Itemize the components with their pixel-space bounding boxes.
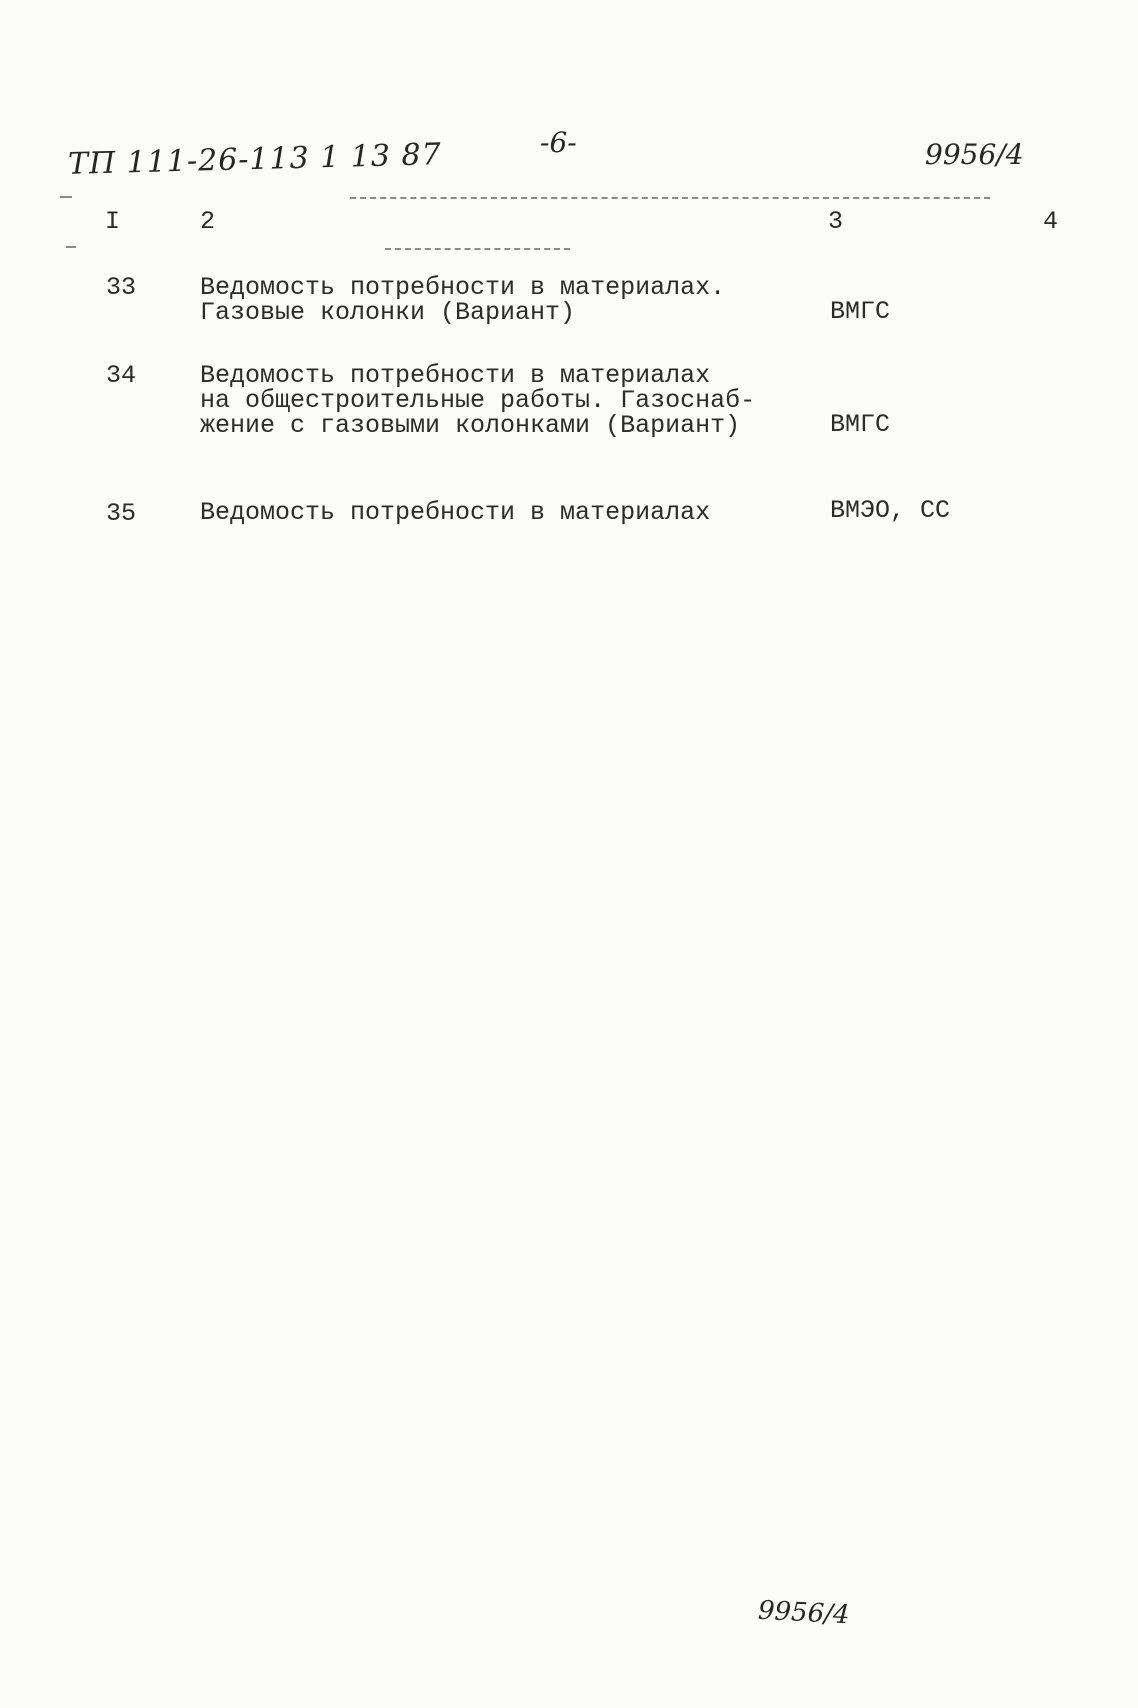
- row-description-line: Ведомость потребности в материалах: [200, 361, 711, 390]
- column-header-1: I: [105, 207, 121, 236]
- row-code: ВМЭО, СС: [830, 496, 951, 525]
- row-description-line: Ведомость потребности в материалах.: [200, 273, 726, 302]
- subheader-rule-left: [66, 246, 76, 248]
- archive-number-footer: 9956/4: [757, 1595, 851, 1631]
- header-rule-left: [60, 196, 72, 198]
- row-number: 33: [106, 273, 137, 302]
- row-description-line: на общестроительные работы. Газоснаб-: [200, 386, 756, 415]
- row-description-line: Ведомость потребности в материалах: [200, 498, 711, 527]
- column-header-4: 4: [1043, 207, 1059, 236]
- header-rule: [350, 197, 990, 199]
- subheader-rule: [385, 248, 570, 250]
- column-header-3: 3: [828, 207, 844, 236]
- row-number: 34: [106, 361, 137, 390]
- row-description-line: жение с газовыми колонками (Вариант): [200, 411, 741, 440]
- row-code: ВМГС: [830, 410, 891, 439]
- column-header-2: 2: [200, 207, 216, 236]
- page-number: -6-: [540, 126, 577, 159]
- archive-number: 9956/4: [925, 138, 1024, 171]
- row-code: ВМГС: [830, 297, 891, 326]
- document-code: ТП 111-26-113 1 13 87: [67, 137, 443, 182]
- row-description-line: Газовые колонки (Вариант): [200, 298, 576, 327]
- row-number: 35: [106, 499, 137, 528]
